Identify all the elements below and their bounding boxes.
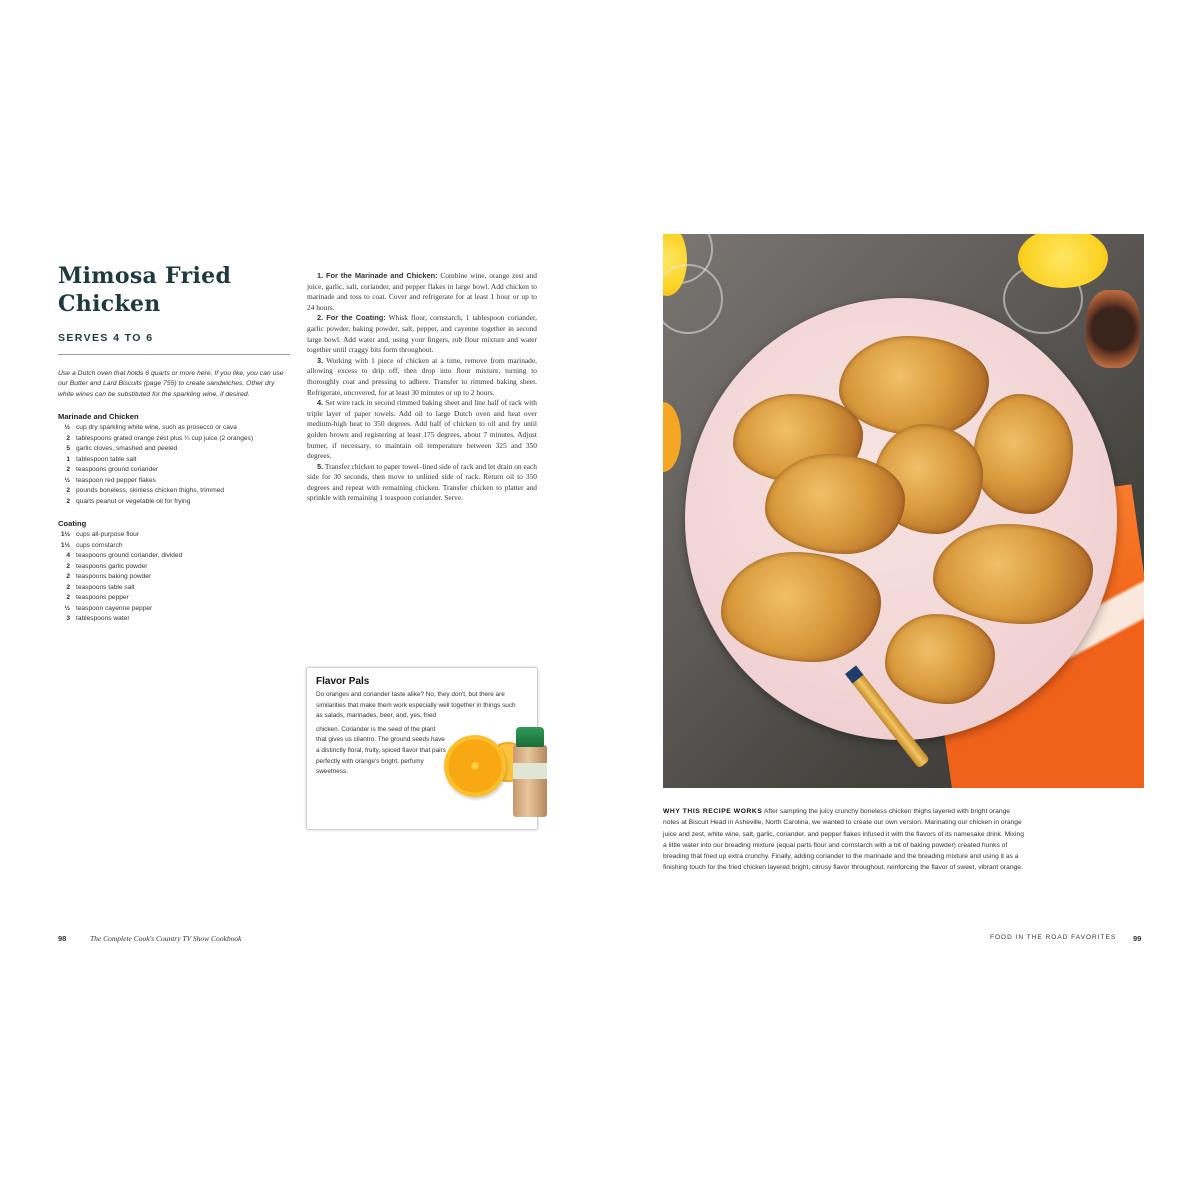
- jar-label: [513, 763, 547, 779]
- chicken-piece: [973, 394, 1073, 514]
- ingredient-heading-coating: Coating: [58, 519, 87, 529]
- chicken-piece: [885, 614, 995, 704]
- steps-column: [307, 271, 537, 504]
- sidebar-text-top: Do oranges and coriander taste alike? No, they don't, but there are similarities that make them work especially well together in things such as salads, marinades, beer, and, yes, fried: [316, 691, 516, 720]
- ingredient-item: [58, 444, 290, 455]
- ingredient-qty: 4: [66, 552, 70, 560]
- ingredient-qty: 1½: [60, 541, 70, 549]
- ingredient-item: [58, 604, 290, 615]
- recipe-title-line2: Chicken: [58, 291, 161, 317]
- ingredient-item: [58, 583, 290, 594]
- step-text: Working with 1 piece of chicken at a time, remove from marinade, allowing excess to drip off, then drop into flour mixture, turning to thoroughly coat and pressing to adhere. Transfer to rimmed baking sheet. Refrigerate, uncovered, for at least 30 minutes or up to 2 hours.: [307, 355, 538, 397]
- ingredient-qty: 1: [66, 455, 70, 463]
- step-text: Combine wine, orange zest and juice, garlic, salt, coriander, and pepper flakes in large bowl. Add chicken to marinade and toss to coat. Cover and refrigerate for at least 1 hour or up to 24 hours.: [307, 271, 537, 312]
- chicken-piece: [765, 454, 905, 554]
- serves-label: SERVES 4 TO 6: [58, 332, 154, 344]
- step-4: [307, 398, 537, 462]
- ingredient-qty: 2: [66, 434, 70, 442]
- sidebar-title: Flavor Pals: [316, 676, 370, 687]
- ingredient-text: teaspoons baking powder: [76, 573, 152, 581]
- step-text: Set wire rack in second rimmed baking sheet and line half of rack with triple layer of paper towels. Add oil to large Dutch oven and heat over medium-high heat to 350 degrees. Add half of chicken to oil and fry until golden brown and registering at least 175 degrees, about 7 minutes. Adjust burner, if necessary, to maintain oil temperature between 325 and 350 degrees.: [307, 398, 537, 461]
- running-footer-book-title: The Complete Cook's Country TV Show Cookbook: [90, 934, 242, 943]
- ingredient-heading-marinade: Marinade and Chicken: [58, 412, 139, 422]
- ingredient-text: teaspoons table salt: [76, 583, 135, 591]
- step-number: 3.: [317, 355, 324, 365]
- step-2: [307, 313, 537, 355]
- recipe-title: [58, 262, 290, 318]
- ingredient-item: [58, 614, 290, 625]
- ingredient-item: [58, 541, 290, 552]
- ingredient-qty: ½: [64, 424, 70, 432]
- sidebar-text-bottom: chicken. Coriander is the seed of the plant that gives us cilantro. The ground seeds have a distinctly floral, fruity, spiced flavor that pairs perfectly with orange's bright, perfumy sweetness.: [316, 725, 446, 776]
- ingredient-item: [58, 593, 290, 604]
- page-number-right: 99: [1133, 934, 1142, 943]
- ingredient-list-marinade: [58, 423, 290, 507]
- divider-rule: [58, 354, 290, 355]
- step-3: [307, 356, 537, 398]
- recipe-intro: Use a Dutch oven that holds 6 quarts or more here. If you like, you can use our Butter and Lard Biscuits (page 755) to create sandwiches. Other dry white wines can be substituted for the sparkling wine, if desired.: [58, 370, 284, 398]
- ingredient-qty: ½: [64, 604, 70, 612]
- ingredient-qty: 2: [66, 497, 70, 505]
- ingredient-text: teaspoons ground coriander, divided: [76, 552, 183, 560]
- recipe-title-line1: Mimosa Fried: [58, 263, 232, 289]
- ingredient-item: [58, 530, 290, 541]
- step-text: Whisk flour, cornstarch, 1 tablespoon coriander, garlic powder, baking powder, salt, pepper, and cayenne together in second large bowl. Add water and, using your fingers, rub flour mixture and water together until craggy bits form throughout.: [307, 313, 537, 355]
- chicken-piece: [839, 336, 989, 436]
- step-5: [307, 462, 537, 504]
- ingredient-qty: 2: [66, 594, 70, 602]
- step-number: 4.: [317, 398, 324, 408]
- ingredient-text: quarts peanut or vegetable oil for frying: [76, 497, 191, 505]
- ingredient-item: [58, 476, 290, 487]
- ingredient-item: [58, 562, 290, 573]
- orange-fruit-edge: [663, 402, 681, 472]
- recipe-header-column: [58, 262, 290, 625]
- ingredient-qty: 2: [66, 583, 70, 591]
- ingredient-qty: 1½: [60, 531, 70, 539]
- step-number: 5.: [317, 461, 324, 471]
- ingredient-item: [58, 434, 290, 445]
- mimosa-glass-right: [1018, 234, 1108, 288]
- ingredient-text: teaspoons pepper: [76, 594, 129, 602]
- ingredient-text: garlic cloves, smashed and peeled: [76, 445, 178, 453]
- ingredient-qty: 3: [66, 615, 70, 623]
- chicken-piece: [933, 524, 1093, 624]
- step-text: Transfer chicken to paper towel–lined side of rack and let drain on each side for 30 seconds, then move to unlined side of rack. Return oil to 350 degrees and repeat with remaining chicken. Transfer chicken to platter and sprinkle with remaining 1 teaspoon coriander. Serve.: [307, 461, 537, 503]
- coriander-jar-image: [513, 727, 547, 819]
- ingredient-text: cups cornstarch: [76, 541, 123, 549]
- ingredient-qty: 2: [66, 466, 70, 474]
- step-1: [307, 271, 537, 313]
- ingredient-text: cup dry sparkling white wine, such as prosecco or cava: [76, 424, 237, 432]
- ingredient-item: [58, 423, 290, 434]
- orange-slice-image: [444, 735, 506, 797]
- chicken-piece: [721, 552, 881, 662]
- ingredient-item: [58, 551, 290, 562]
- ingredient-text: teaspoons ground coriander: [76, 466, 159, 474]
- step-heading: For the Marinade and Chicken:: [325, 271, 438, 280]
- ingredient-item: [58, 455, 290, 466]
- ingredient-list-coating: [58, 530, 290, 625]
- ingredient-text: teaspoon red pepper flakes: [76, 476, 156, 484]
- ingredient-text: teaspoons garlic powder: [76, 562, 148, 570]
- why-this-recipe-works: [663, 806, 1025, 874]
- ingredient-text: teaspoon cayenne pepper: [76, 604, 153, 612]
- page-number-left: 98: [58, 934, 67, 943]
- step-number: 2.: [317, 313, 324, 323]
- ingredient-text: tablespoons water: [76, 615, 130, 623]
- jar-body: [513, 745, 547, 817]
- ingredient-qty: 5: [66, 445, 70, 453]
- jar-cap: [516, 727, 544, 747]
- glass-base-left: [663, 264, 723, 334]
- step-heading: For the Coating:: [326, 313, 386, 323]
- running-footer-section: FOOD IN THE ROAD FAVORITES: [990, 934, 1117, 941]
- step-number: 1.: [317, 271, 324, 280]
- ingredient-item: [58, 486, 290, 497]
- ingredient-text: tablespoons grated orange zest plus ¼ cup juice (2 oranges): [76, 434, 254, 442]
- recipe-photo: [663, 234, 1144, 788]
- ingredient-qty: 2: [66, 487, 70, 495]
- ingredient-qty: 2: [66, 573, 70, 581]
- why-heading: WHY THIS RECIPE WORKS: [663, 808, 763, 815]
- ingredient-text: tablespoon table salt: [76, 455, 137, 463]
- ingredient-qty: ½: [64, 476, 70, 484]
- why-text: After sampling the juicy crunchy boneless chicken thighs layered with bright orange notes at Biscuit Head in Asheville, North Carolina, we wanted to create our own version. Marinating our chicken in orange juice and zest, white wine, salt, garlic, coriander, and pepper flakes infused it with the flavors of its namesake drink. Mixing a little water into our breading mixture (equal parts flour and cornstarch with a bit of baking powder) created hunks of breading that fried up extra crunchy. Finally, adding coriander to the marinade and the breading mixture and using it as a finishing touch for the fried chicken layered bright, citrusy flavor throughout, reinforcing the flavor of sweet, vibrant orange.: [663, 808, 1024, 872]
- ingredient-text: pounds boneless, skinless chicken thighs, trimmed: [76, 487, 225, 495]
- ingredient-qty: 2: [66, 562, 70, 570]
- spice-bowl: [1086, 290, 1140, 368]
- ingredient-item: [58, 497, 290, 508]
- ingredient-text: cups all-purpose flour: [76, 531, 140, 539]
- ingredient-item: [58, 465, 290, 476]
- ingredient-item: [58, 572, 290, 583]
